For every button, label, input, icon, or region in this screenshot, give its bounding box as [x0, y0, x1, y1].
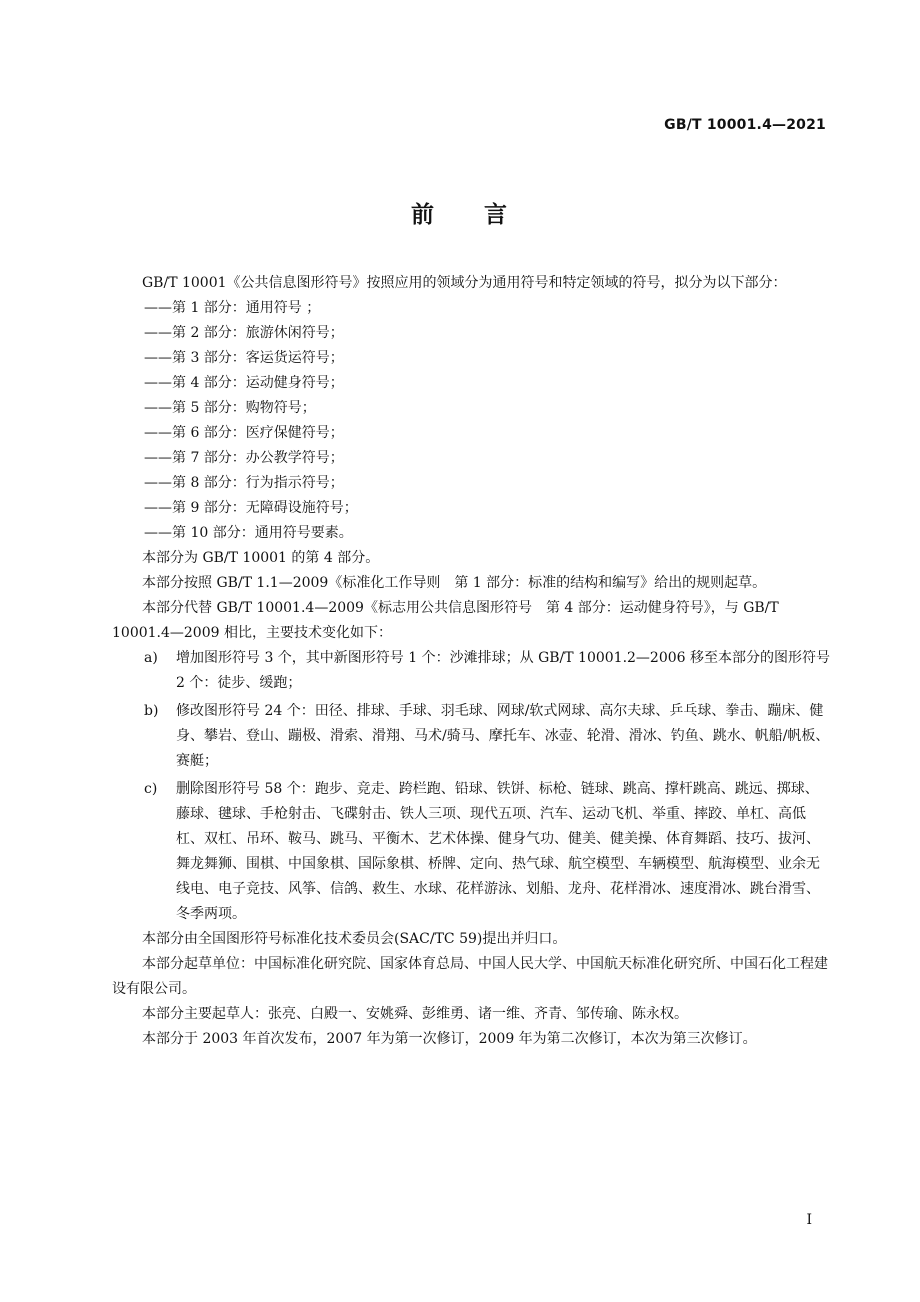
intro-paragraph: GB/T 10001《公共信息图形符号》按照应用的领域分为通用符号和特定领域的符号，拟分为以下部分： — [142, 275, 787, 291]
paragraph-history: 本部分于 2003 年首次发布，2007 年为第一次修订，2009 年为第二次修订，本次为第三次修订。 — [142, 1031, 757, 1047]
paragraph-part-statement: 本部分为 GB/T 10001 的第 4 部分。 — [142, 550, 380, 566]
change-item-c — [112, 777, 830, 927]
title-char-1: 前 — [411, 202, 436, 228]
paragraph-drafters: 本部分主要起草人：张亮、白殿一、安姚舜、彭维勇、诸一维、齐青、邹传瑜、陈永权。 — [142, 1006, 688, 1022]
page-title — [0, 196, 920, 229]
list-marker: b) — [144, 703, 159, 719]
part-item: ——第 7 部分：办公教学符号； — [144, 450, 344, 466]
paragraph-drafting-rules: 本部分按照 GB/T 1.1—2009《标准化工作导则 第 1 部分：标准的结构和编写》给出的规则起草。 — [142, 575, 767, 591]
change-text: 增加图形符号 3 个，其中新图形符号 1 个：沙滩排球；从 GB/T 10001.2—2006 移至本部分的图形符号 2 个：徒步、缓跑； — [176, 650, 831, 691]
paragraph-drafting-units: 本部分起草单位：中国标准化研究院、国家体育总局、中国人民大学、中国航天标准化研究所、中国石化工程建设有限公司。 — [112, 956, 828, 997]
standard-code: GB/T 10001.4—2021 — [664, 117, 826, 133]
paragraph-replacement: 本部分代替 GB/T 10001.4—2009《标志用公共信息图形符号 第 4 部分：运动健身符号》，与 GB/T 10001.4—2009 相比，主要技术变化如下： — [112, 600, 779, 641]
change-text: 修改图形符号 24 个：田径、排球、手球、羽毛球、网球/软式网球、高尔夫球、乒乓球、拳击、蹦床、健身、攀岩、登山、蹦极、滑索、滑翔、马术/骑马、摩托车、冰壶、轮滑、滑冰、钓鱼、跳水、帆船/帆板、赛艇； — [176, 703, 830, 769]
part-item: ——第 6 部分：医疗保健符号； — [144, 425, 344, 441]
change-text: 删除图形符号 58 个：跑步、竞走、跨栏跑、铅球、铁饼、标枪、链球、跳高、撑杆跳高、跳远、掷球、藤球、毽球、手枪射击、飞碟射击、铁人三项、现代五项、汽车、运动飞机、举重、摔跤、单杠、高低杠、双杠、吊环、鞍马、跳马、平衡木、艺术体操、健身气功、健美、健美操、体育舞蹈、技巧、拔河、舞龙舞狮、围棋、中国象棋、国际象棋、桥牌、定向、热气球、航空模型、车辆模型、航海模型、业余无线电、电子竞技、风筝、信鸽、救生、水球、花样游泳、划船、龙舟、花样滑冰、速度滑冰、跳台滑雪、冬季两项。 — [176, 781, 820, 922]
foreword-body — [112, 271, 830, 1052]
part-item: ——第 10 部分：通用符号要素。 — [144, 525, 353, 541]
part-item: ——第 4 部分：运动健身符号； — [144, 375, 344, 391]
part-item: ——第 9 部分：无障碍设施符号； — [144, 500, 358, 516]
part-item: ——第 1 部分：通用符号 ； — [144, 300, 321, 316]
change-item-a — [112, 646, 830, 696]
part-item: ——第 3 部分：客运货运符号； — [144, 350, 344, 366]
list-marker: a) — [144, 650, 158, 666]
list-marker: c) — [144, 781, 158, 797]
paragraph-committee: 本部分由全国图形符号标准化技术委员会(SAC/TC 59)提出并归口。 — [142, 931, 567, 947]
title-char-2: 言 — [484, 202, 509, 228]
part-item: ——第 8 部分：行为指示符号； — [144, 475, 344, 491]
page-number: I — [806, 1212, 812, 1228]
change-item-b — [112, 699, 830, 774]
part-item: ——第 5 部分：购物符号； — [144, 400, 316, 416]
part-item: ——第 2 部分：旅游休闲符号； — [144, 325, 344, 341]
